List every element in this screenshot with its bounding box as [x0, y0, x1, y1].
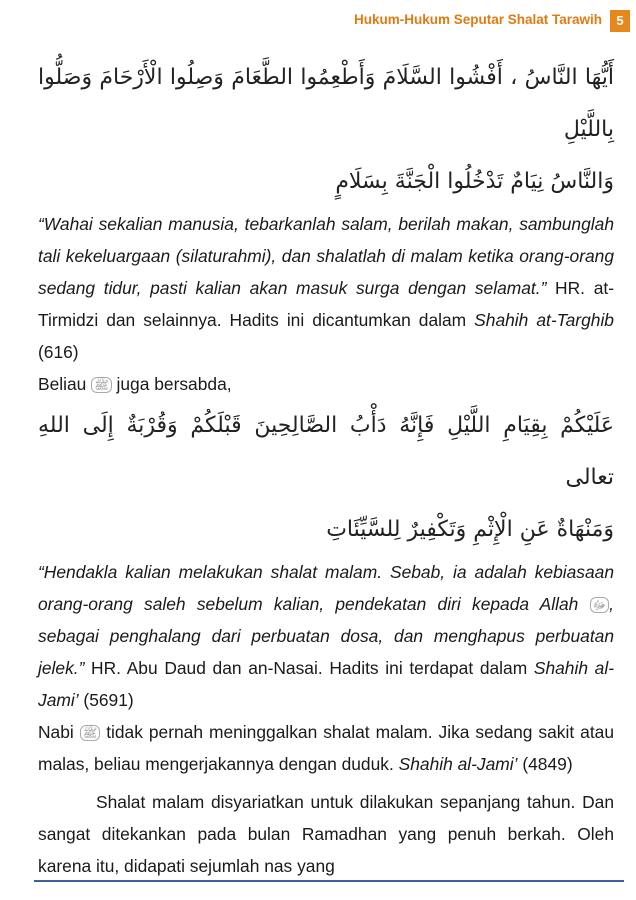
reference-text: HR. Abu Daud dan an-Nasai. Hadits ini terdapat dalam — [84, 658, 534, 678]
salawat-glyph: ﷺ — [80, 725, 101, 741]
reference-number: (5691) — [78, 690, 134, 710]
page-header — [0, 10, 636, 32]
translation-1-paragraph — [38, 208, 614, 368]
translation-1: “Wahai sekalian manusia, tebarkanlah salam, berilah makan, sambunglah tali kekeluargaan (silaturahmi), dan shalatlah di malam ketika orang-orang sedang tidur, pasti kalian akan masuk surga dengan selamat.” — [38, 214, 614, 298]
footer-rule — [34, 880, 624, 882]
translation-2: “Hendakla kalian melakukan shalat malam. Sebab, ia adalah kebiasaan orang-orang saleh sebelum kalian, pendekatan diri kepada Allah — [38, 562, 614, 614]
running-title: Hukum-Hukum Seputar Shalat Tarawih — [353, 12, 602, 27]
reference-text: HR. at-Tirmidzi dan selainnya. Hadits ini dicantumkan dalam — [38, 278, 614, 330]
paragraph-text: Nabi — [38, 722, 80, 742]
paragraph-text: tidak pernah meninggalkan shalat malam. Jika sedang sakit atau malas, beliau mengerjakannya dengan duduk. — [38, 722, 614, 774]
salawat-glyph: ﷺ — [91, 377, 112, 393]
arabic-line: وَمَنْهَاةٌ عَنِ الْإِثْمِ وَتَكْفِيرٌ لِلسَّيِّئَاتِ — [326, 517, 614, 542]
book-title: Shahih al-Jami’ — [38, 658, 615, 710]
translation-2-paragraph — [38, 556, 614, 716]
swt-glyph: ﷻ — [590, 597, 610, 613]
reference-number: (4849) — [517, 754, 573, 774]
intro-paragraph — [38, 368, 614, 400]
arabic-line: عَلَيْكُمْ بِقِيَامِ اللَّيْلِ فَإِنَّهُ دَأْبُ الصَّالِحِينَ قَبْلَكُمْ وَقُرْبَةٌ إِلَى اللهِ تعالى — [38, 413, 614, 490]
prophet-practice-paragraph — [38, 716, 614, 780]
book-title: Shahih at-Targhib — [474, 310, 614, 330]
page-number: 5 — [610, 10, 630, 32]
arabic-hadith-1 — [38, 52, 614, 208]
book-title: Shahih al-Jami’ — [398, 754, 518, 774]
intro-text: juga bersabda, — [111, 374, 232, 394]
arabic-line: أَيُّهَا النَّاسُ ، أَفْشُوا السَّلَامَ وَأَطْعِمُوا الطَّعَامَ وَصِلُوا الْأَرْحَامَ وَصَلُّوا بِاللَّيْلِ — [38, 65, 614, 142]
translation-2: , sebagai penghalang dari perbuatan dosa, dan menghapus perbuatan jelek.” — [38, 594, 614, 678]
intro-text: Beliau — [38, 374, 92, 394]
reference-2 — [38, 658, 614, 710]
page-body — [38, 52, 614, 882]
arabic-line: وَالنَّاسُ نِيَامٌ تَدْخُلُوا الْجَنَّةَ بِسَلَامٍ — [335, 169, 614, 194]
arabic-hadith-2 — [38, 400, 614, 556]
reference-number: (616) — [38, 342, 79, 362]
body-paragraph: Shalat malam disyariatkan untuk dilakukan sepanjang tahun. Dan sangat ditekankan pada bulan Ramadhan yang penuh berkah. Oleh karena itu, didapati sejumlah nas yang — [38, 792, 614, 876]
